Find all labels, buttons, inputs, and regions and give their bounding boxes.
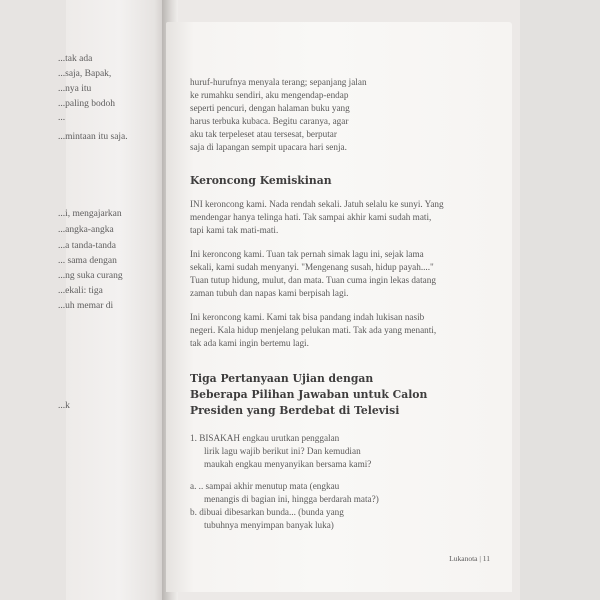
- poem-title-line: Tiga Pertanyaan Ujian dengan: [190, 372, 374, 385]
- left-page-line: ...i, mengajarkan: [58, 209, 122, 219]
- poem-line: tak ada kami ingin bertemu lagi.: [190, 338, 309, 348]
- answer-line: a. .. sampai akhir menutup mata (engkau: [190, 481, 340, 491]
- left-page-line: ...saja, Bapak,: [58, 69, 112, 79]
- answer-line: tubuhnya menyimpan banyak luka): [204, 520, 334, 530]
- intro-line: saja di lapangan sempit upacara hari senja.: [190, 142, 347, 152]
- poem-title: Keroncong Kemiskinan: [190, 174, 332, 187]
- question-line: maukah engkau menyanyikan bersama kami?: [204, 459, 372, 469]
- intro-line: seperti pencuri, dengan halaman buku yang: [190, 103, 350, 113]
- left-page-line: ...ekali: tiga: [58, 286, 103, 296]
- left-page-line: ... sama dengan: [58, 256, 117, 266]
- question-line: 1. BISAKAH engkau urutkan penggalan: [190, 433, 340, 443]
- left-page-line: ...: [58, 113, 66, 123]
- left-page-line: ...ng suka curang: [58, 271, 123, 281]
- left-page: [58, 0, 174, 600]
- question-line: lirik lagu wajib berikut ini? Dan kemudian: [204, 446, 361, 456]
- poem-line: negeri. Kala hidup menjelang pelukan mati. Tak ada yang menanti,: [190, 325, 437, 335]
- poem-line: tapi kami tak mati-mati.: [190, 225, 279, 235]
- left-page-line: ...a tanda-tanda: [58, 241, 117, 251]
- poem-line: sekali, kami sudah menyanyi. "Mengenang susah, hidup payah....": [190, 262, 434, 272]
- left-page-line: ...k: [58, 401, 70, 411]
- footer-separator: |: [479, 554, 481, 563]
- poem-line: zaman tubuh dan napas kami berpisah lagi.: [190, 288, 349, 298]
- page-footer: [449, 554, 490, 563]
- answer-line: b. dibuai dibesarkan bunda... (bunda yang: [190, 507, 344, 517]
- background-right: [520, 0, 600, 600]
- left-page-line: ...nya itu: [58, 84, 92, 94]
- poem-line: mendengar hanya telinga hati. Tak sampai akhir kami sudah mati,: [190, 212, 432, 222]
- left-page-line: ...mintaan itu saja.: [58, 132, 128, 142]
- left-page-line: ...uh memar di: [58, 301, 114, 311]
- left-page-line: ...tak ada: [58, 54, 93, 64]
- poem-line: Ini keroncong kami. Kami tak bisa pandang indah lukisan nasib: [190, 312, 425, 322]
- poem-line: Tuan tutup hidung, mulut, dan mata. Tuan cuma ingin lekas datang: [190, 275, 436, 285]
- right-page: [166, 22, 512, 592]
- intro-line: ke rumahku sendiri, aku mengendap-endap: [190, 90, 349, 100]
- poem-line: INI keroncong kami. Nada rendah sekali. Jatuh selalu ke sunyi. Yang: [190, 199, 444, 209]
- page-number: 11: [482, 554, 490, 563]
- intro-line: harus terbuka kubaca. Begitu caranya, agar: [190, 116, 349, 126]
- poem-title-line: Presiden yang Berdebat di Televisi: [190, 404, 400, 417]
- intro-line: huruf-hurufnya menyala terang; sepanjang jalan: [190, 77, 367, 87]
- intro-line: aku tak terpeleset atau tersesat, berputar: [190, 129, 337, 139]
- left-page-line: ...angka-angka: [58, 225, 114, 235]
- poem-line: Ini keroncong kami. Tuan tak pernah simak lagu ini, sejak lama: [190, 249, 424, 259]
- footer-book-title: Lukanota: [449, 554, 478, 563]
- poem-title-line: Beberapa Pilihan Jawaban untuk Calon: [190, 388, 428, 401]
- left-page-line: ...paling bodoh: [58, 99, 115, 109]
- answer-line: menangis di bagian ini, hingga berdarah mata?): [204, 494, 379, 504]
